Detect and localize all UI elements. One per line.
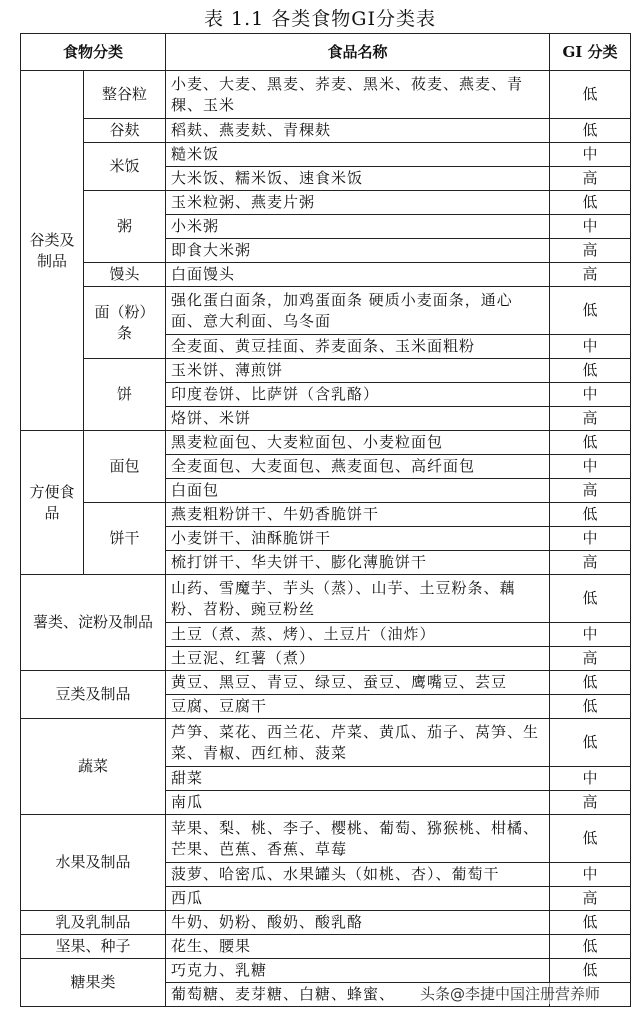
food-cell: 小麦、大麦、黑麦、荞麦、黑米、莜麦、燕麦、青稞、玉米 [166,71,550,119]
gi-cell: 低 [550,671,631,695]
gi-cell: 低 [550,719,631,767]
food-cell: 甜菜 [166,767,550,791]
gi-cell: 低 [550,287,631,335]
gi-cell: 低 [550,815,631,863]
gi-cell: 高 [550,263,631,287]
gi-cell: 低 [550,191,631,215]
food-cell: 豆腐、豆腐干 [166,695,550,719]
subgroup-noodle: 面（粉）条 [84,287,166,359]
food-cell: 小米粥 [166,215,550,239]
gi-cell: 低 [550,503,631,527]
food-cell: 土豆泥、红薯（煮） [166,647,550,671]
gi-cell: 高 [550,479,631,503]
gi-cell: 中 [550,383,631,407]
food-cell: 全麦面、黄豆挂面、荞麦面条、玉米面粗粉 [166,335,550,359]
subgroup-bread: 面包 [84,431,166,503]
gi-cell: 低 [550,431,631,455]
gi-cell: 低 [550,935,631,959]
food-cell: 南瓜 [166,791,550,815]
gi-cell: 低 [550,911,631,935]
group-bean: 豆类及制品 [21,671,166,719]
food-cell: 黄豆、黑豆、青豆、绿豆、蚕豆、鹰嘴豆、芸豆 [166,671,550,695]
gi-cell: 中 [550,215,631,239]
food-cell: 白面包 [166,479,550,503]
gi-cell: 高 [550,647,631,671]
gi-cell: 低 [550,119,631,143]
subgroup-bun: 馒头 [84,263,166,287]
food-cell: 花生、腰果 [166,935,550,959]
subgroup-rice: 米饭 [84,143,166,191]
food-cell: 山药、雪魔芋、芋头（蒸）、山芋、土豆粉条、藕粉、苕粉、豌豆粉丝 [166,575,550,623]
group-nut: 坚果、种子 [21,935,166,959]
food-cell: 葡萄糖、麦芽糖、白糖、蜂蜜、 [166,983,550,1007]
subgroup-biscuit: 饼干 [84,503,166,575]
food-cell: 糙米饭 [166,143,550,167]
header-foods: 食品名称 [166,34,550,71]
food-cell: 黑麦粒面包、大麦粒面包、小麦粒面包 [166,431,550,455]
gi-cell: 高 [550,791,631,815]
food-cell: 西瓜 [166,887,550,911]
food-cell: 白面馒头 [166,263,550,287]
food-cell: 玉米饼、薄煎饼 [166,359,550,383]
gi-cell: 中 [550,143,631,167]
gi-cell: 高 [550,239,631,263]
group-grain: 谷类及制品 [21,71,84,431]
gi-cell: 低 [550,575,631,623]
gi-cell: 中 [550,623,631,647]
food-cell: 芦笋、菜花、西兰花、芹菜、黄瓜、茄子、莴笋、生菜、青椒、西红柿、菠菜 [166,719,550,767]
food-cell: 大米饭、糯米饭、速食米饭 [166,167,550,191]
subgroup-porridge: 粥 [84,191,166,263]
gi-cell: 高 [550,887,631,911]
gi-cell: 低 [550,695,631,719]
subgroup-whole: 整谷粒 [84,71,166,119]
food-cell: 烙饼、米饼 [166,407,550,431]
group-candy: 糖果类 [21,959,166,1007]
header-category: 食物分类 [21,34,166,71]
subgroup-cake: 饼 [84,359,166,431]
subgroup-bran: 谷麸 [84,119,166,143]
food-cell: 牛奶、奶粉、酸奶、酸乳酪 [166,911,550,935]
food-cell: 稻麸、燕麦麸、青稞麸 [166,119,550,143]
food-cell: 强化蛋白面条，加鸡蛋面条 硬质小麦面条，通心面、意大利面、乌冬面 [166,287,550,335]
food-cell: 全麦面包、大麦面包、燕麦面包、高纤面包 [166,455,550,479]
food-cell: 印度卷饼、比萨饼（含乳酪） [166,383,550,407]
gi-cell: 中 [550,335,631,359]
gi-cell: 中 [550,527,631,551]
group-dairy: 乳及乳制品 [21,911,166,935]
food-cell: 即食大米粥 [166,239,550,263]
food-cell: 小麦饼干、油酥脆饼干 [166,527,550,551]
gi-cell: 中 [550,455,631,479]
food-cell: 巧克力、乳糖 [166,959,550,983]
gi-table [20,33,631,1007]
food-cell: 玉米粒粥、燕麦片粥 [166,191,550,215]
group-fruit: 水果及制品 [21,815,166,911]
gi-cell: 高 [550,551,631,575]
group-vegetable: 蔬菜 [21,719,166,815]
food-cell: 土豆（煮、蒸、烤）、土豆片（油炸） [166,623,550,647]
group-convenience: 方便食品 [21,431,84,575]
food-cell: 燕麦粗粉饼干、牛奶香脆饼干 [166,503,550,527]
gi-cell: 低 [550,959,631,983]
header-gi: GI 分类 [550,34,631,71]
watermark: 头条@李捷中国注册营养师 [420,985,601,1003]
group-tuber: 薯类、淀粉及制品 [21,575,166,671]
gi-cell: 低 [550,359,631,383]
gi-cell: 中 [550,767,631,791]
gi-cell: 高 [550,407,631,431]
gi-cell: 中 [550,863,631,887]
food-cell: 梳打饼干、华夫饼干、膨化薄脆饼干 [166,551,550,575]
table-title: 表 1.1 各类食物GI分类表 [204,8,436,30]
gi-cell: 高 [550,167,631,191]
food-cell: 菠萝、哈密瓜、水果罐头（如桃、杏）、葡萄干 [166,863,550,887]
gi-cell: 低 [550,71,631,119]
food-cell: 苹果、梨、桃、李子、樱桃、葡萄、猕猴桃、柑橘、芒果、芭蕉、香蕉、草莓 [166,815,550,863]
